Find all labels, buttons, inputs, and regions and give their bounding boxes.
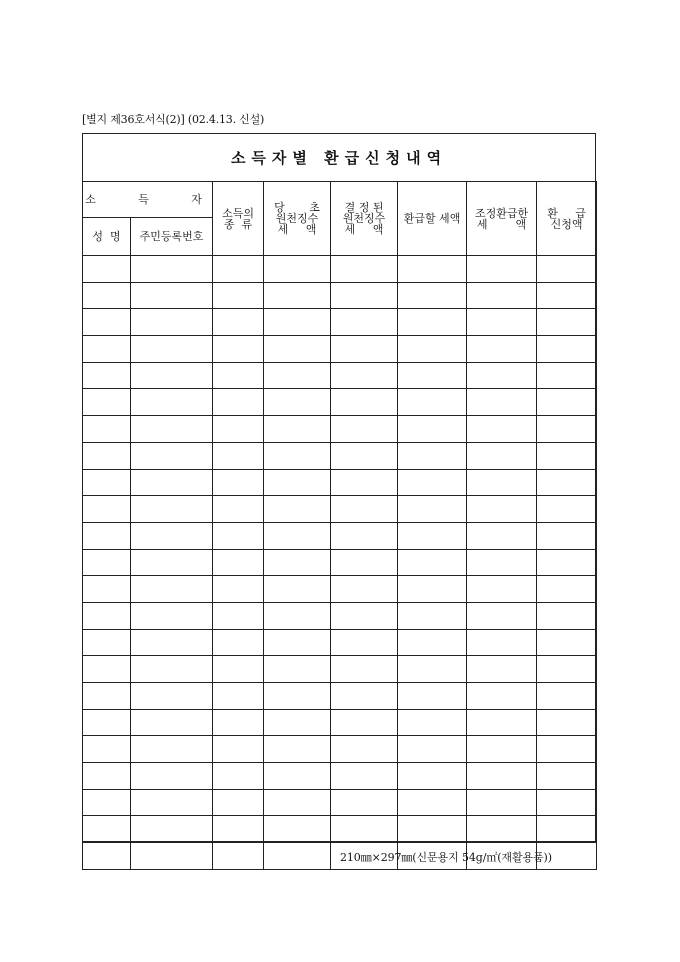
refund-application-cell[interactable] bbox=[537, 709, 597, 736]
refund-tax-cell[interactable] bbox=[398, 602, 467, 629]
table-row bbox=[83, 656, 597, 683]
adjusted-refund-cell[interactable] bbox=[467, 389, 537, 416]
initial-withholding-cell[interactable] bbox=[264, 602, 331, 629]
name-cell[interactable] bbox=[83, 602, 131, 629]
name-cell[interactable] bbox=[83, 336, 131, 363]
determined-withholding-cell[interactable] bbox=[331, 389, 398, 416]
initial-withholding-cell[interactable] bbox=[264, 442, 331, 469]
income-type-cell[interactable] bbox=[213, 656, 264, 683]
income-type-cell[interactable] bbox=[213, 416, 264, 443]
table-row bbox=[83, 282, 597, 309]
initial-withholding-cell[interactable] bbox=[264, 629, 331, 656]
refund-application-cell[interactable] bbox=[537, 336, 597, 363]
resident-number-cell[interactable] bbox=[131, 256, 213, 283]
adjusted-refund-cell[interactable] bbox=[467, 336, 537, 363]
refund-details-table bbox=[82, 181, 597, 870]
name-cell[interactable] bbox=[83, 736, 131, 763]
income-type-cell[interactable] bbox=[213, 522, 264, 549]
resident-number-cell[interactable] bbox=[131, 336, 213, 363]
income-type-cell[interactable] bbox=[213, 602, 264, 629]
initial-withholding-cell[interactable] bbox=[264, 469, 331, 496]
table-row bbox=[83, 763, 597, 790]
income-type-cell[interactable] bbox=[213, 282, 264, 309]
initial-withholding-cell[interactable] bbox=[264, 843, 331, 870]
table-row bbox=[83, 522, 597, 549]
determined-withholding-cell[interactable] bbox=[331, 549, 398, 576]
refund-tax-cell[interactable] bbox=[398, 496, 467, 523]
adjusted-refund-cell[interactable] bbox=[467, 522, 537, 549]
initial-withholding-cell[interactable] bbox=[264, 549, 331, 576]
table-row bbox=[83, 576, 597, 603]
income-type-cell[interactable] bbox=[213, 256, 264, 283]
income-type-cell[interactable] bbox=[213, 683, 264, 710]
adjusted-refund-cell[interactable] bbox=[467, 282, 537, 309]
determined-withholding-cell[interactable] bbox=[331, 789, 398, 816]
resident-number-cell[interactable] bbox=[131, 816, 213, 843]
income-type-cell[interactable] bbox=[213, 789, 264, 816]
resident-number-cell[interactable] bbox=[131, 709, 213, 736]
resident-number-cell[interactable] bbox=[131, 309, 213, 336]
initial-withholding-cell[interactable] bbox=[264, 763, 331, 790]
table-row bbox=[83, 683, 597, 710]
initial-withholding-cell[interactable] bbox=[264, 256, 331, 283]
income-type-cell[interactable] bbox=[213, 549, 264, 576]
determined-withholding-cell[interactable] bbox=[331, 656, 398, 683]
name-cell[interactable] bbox=[83, 496, 131, 523]
table-row bbox=[83, 549, 597, 576]
refund-application-cell[interactable] bbox=[537, 763, 597, 790]
income-type-cell[interactable] bbox=[213, 496, 264, 523]
table-row bbox=[83, 469, 597, 496]
adjusted-refund-cell[interactable] bbox=[467, 496, 537, 523]
header-refund-application-amount: 환 급 신청액 bbox=[537, 182, 597, 256]
header-refund-tax-amount: 환급할 세액 bbox=[398, 182, 467, 256]
determined-withholding-cell[interactable] bbox=[331, 709, 398, 736]
table-body bbox=[83, 256, 597, 870]
refund-application-cell[interactable] bbox=[537, 362, 597, 389]
refund-application-cell[interactable] bbox=[537, 576, 597, 603]
adjusted-refund-cell[interactable] bbox=[467, 549, 537, 576]
determined-withholding-cell[interactable] bbox=[331, 496, 398, 523]
adjusted-refund-cell[interactable] bbox=[467, 602, 537, 629]
resident-number-cell[interactable] bbox=[131, 789, 213, 816]
refund-application-cell[interactable] bbox=[537, 789, 597, 816]
adjusted-refund-cell[interactable] bbox=[467, 816, 537, 843]
determined-withholding-cell[interactable] bbox=[331, 416, 398, 443]
refund-application-cell[interactable] bbox=[537, 309, 597, 336]
adjusted-refund-cell[interactable] bbox=[467, 789, 537, 816]
income-type-cell[interactable] bbox=[213, 629, 264, 656]
resident-number-cell[interactable] bbox=[131, 683, 213, 710]
refund-tax-cell[interactable] bbox=[398, 709, 467, 736]
refund-tax-cell[interactable] bbox=[398, 763, 467, 790]
refund-tax-cell[interactable] bbox=[398, 389, 467, 416]
refund-application-cell[interactable] bbox=[537, 683, 597, 710]
income-type-cell[interactable] bbox=[213, 336, 264, 363]
resident-number-cell[interactable] bbox=[131, 736, 213, 763]
name-cell[interactable] bbox=[83, 789, 131, 816]
refund-tax-cell[interactable] bbox=[398, 576, 467, 603]
initial-withholding-cell[interactable] bbox=[264, 416, 331, 443]
determined-withholding-cell[interactable] bbox=[331, 576, 398, 603]
determined-withholding-cell[interactable] bbox=[331, 522, 398, 549]
name-cell[interactable] bbox=[83, 816, 131, 843]
table-row bbox=[83, 336, 597, 363]
refund-tax-cell[interactable] bbox=[398, 336, 467, 363]
refund-tax-cell[interactable] bbox=[398, 629, 467, 656]
income-type-cell[interactable] bbox=[213, 442, 264, 469]
initial-withholding-cell[interactable] bbox=[264, 576, 331, 603]
adjusted-refund-cell[interactable] bbox=[467, 736, 537, 763]
resident-number-cell[interactable] bbox=[131, 522, 213, 549]
title-area bbox=[83, 134, 595, 182]
name-cell[interactable] bbox=[83, 629, 131, 656]
determined-withholding-cell[interactable] bbox=[331, 309, 398, 336]
table-row bbox=[83, 789, 597, 816]
adjusted-refund-cell[interactable] bbox=[467, 709, 537, 736]
adjusted-refund-cell[interactable] bbox=[467, 683, 537, 710]
refund-tax-cell[interactable] bbox=[398, 416, 467, 443]
determined-withholding-cell[interactable] bbox=[331, 602, 398, 629]
refund-request-form bbox=[82, 133, 596, 842]
header-income-type: 소득의 종 류 bbox=[213, 182, 264, 256]
table-row bbox=[83, 309, 597, 336]
adjusted-refund-cell[interactable] bbox=[467, 309, 537, 336]
table-row bbox=[83, 442, 597, 469]
income-type-cell[interactable] bbox=[213, 816, 264, 843]
refund-tax-cell[interactable] bbox=[398, 789, 467, 816]
determined-withholding-cell[interactable] bbox=[331, 736, 398, 763]
adjusted-refund-cell[interactable] bbox=[467, 656, 537, 683]
form-title: 소득자별 환급신청내역 bbox=[230, 149, 448, 167]
name-cell[interactable] bbox=[83, 576, 131, 603]
refund-tax-cell[interactable] bbox=[398, 683, 467, 710]
initial-withholding-cell[interactable] bbox=[264, 389, 331, 416]
determined-withholding-cell[interactable] bbox=[331, 282, 398, 309]
header-income-earner: 소 득 자 bbox=[83, 182, 213, 218]
refund-application-cell[interactable] bbox=[537, 522, 597, 549]
refund-tax-cell[interactable] bbox=[398, 256, 467, 283]
header-determined-withholding-tax: 결 정 된 원천징수 세 액 bbox=[331, 182, 398, 256]
initial-withholding-cell[interactable] bbox=[264, 309, 331, 336]
adjusted-refund-cell[interactable] bbox=[467, 629, 537, 656]
initial-withholding-cell[interactable] bbox=[264, 282, 331, 309]
refund-tax-cell[interactable] bbox=[398, 469, 467, 496]
resident-number-cell[interactable] bbox=[131, 496, 213, 523]
name-cell[interactable] bbox=[83, 389, 131, 416]
name-cell[interactable] bbox=[83, 763, 131, 790]
name-cell[interactable] bbox=[83, 843, 131, 870]
resident-number-cell[interactable] bbox=[131, 576, 213, 603]
resident-number-cell[interactable] bbox=[131, 629, 213, 656]
header-row-top bbox=[83, 182, 597, 218]
income-type-cell[interactable] bbox=[213, 709, 264, 736]
resident-number-cell[interactable] bbox=[131, 442, 213, 469]
refund-application-cell[interactable] bbox=[537, 469, 597, 496]
resident-number-cell[interactable] bbox=[131, 416, 213, 443]
income-type-cell[interactable] bbox=[213, 469, 264, 496]
determined-withholding-cell[interactable] bbox=[331, 629, 398, 656]
refund-application-cell[interactable] bbox=[537, 629, 597, 656]
refund-application-cell[interactable] bbox=[537, 736, 597, 763]
refund-application-cell[interactable] bbox=[537, 602, 597, 629]
name-cell[interactable] bbox=[83, 522, 131, 549]
determined-withholding-cell[interactable] bbox=[331, 763, 398, 790]
adjusted-refund-cell[interactable] bbox=[467, 469, 537, 496]
refund-tax-cell[interactable] bbox=[398, 816, 467, 843]
resident-number-cell[interactable] bbox=[131, 469, 213, 496]
resident-number-cell[interactable] bbox=[131, 389, 213, 416]
table-row bbox=[83, 389, 597, 416]
refund-tax-cell[interactable] bbox=[398, 309, 467, 336]
table-row bbox=[83, 629, 597, 656]
resident-number-cell[interactable] bbox=[131, 656, 213, 683]
initial-withholding-cell[interactable] bbox=[264, 709, 331, 736]
determined-withholding-cell[interactable] bbox=[331, 469, 398, 496]
income-type-cell[interactable] bbox=[213, 843, 264, 870]
resident-number-cell[interactable] bbox=[131, 843, 213, 870]
initial-withholding-cell[interactable] bbox=[264, 816, 331, 843]
header-resident-number: 주민등록번호 bbox=[131, 218, 213, 256]
name-cell[interactable] bbox=[83, 549, 131, 576]
determined-withholding-cell[interactable] bbox=[331, 336, 398, 363]
adjusted-refund-cell[interactable] bbox=[467, 442, 537, 469]
initial-withholding-cell[interactable] bbox=[264, 656, 331, 683]
refund-application-cell[interactable] bbox=[537, 256, 597, 283]
adjusted-refund-cell[interactable] bbox=[467, 763, 537, 790]
table-row bbox=[83, 602, 597, 629]
income-type-cell[interactable] bbox=[213, 576, 264, 603]
adjusted-refund-cell[interactable] bbox=[467, 362, 537, 389]
initial-withholding-cell[interactable] bbox=[264, 789, 331, 816]
income-type-cell[interactable] bbox=[213, 736, 264, 763]
resident-number-cell[interactable] bbox=[131, 763, 213, 790]
header-initial-withholding-tax: 당 초 원천징수 세 액 bbox=[264, 182, 331, 256]
name-cell[interactable] bbox=[83, 309, 131, 336]
form-reference: [별지 제36호서식(2)] (02.4.13. 신설) bbox=[82, 113, 265, 126]
header-name: 성 명 bbox=[83, 218, 131, 256]
resident-number-cell[interactable] bbox=[131, 362, 213, 389]
resident-number-cell[interactable] bbox=[131, 602, 213, 629]
table-row bbox=[83, 816, 597, 843]
name-cell[interactable] bbox=[83, 256, 131, 283]
refund-tax-cell[interactable] bbox=[398, 442, 467, 469]
adjusted-refund-cell[interactable] bbox=[467, 416, 537, 443]
refund-application-cell[interactable] bbox=[537, 389, 597, 416]
refund-application-cell[interactable] bbox=[537, 816, 597, 843]
determined-withholding-cell[interactable] bbox=[331, 816, 398, 843]
determined-withholding-cell[interactable] bbox=[331, 256, 398, 283]
refund-tax-cell[interactable] bbox=[398, 736, 467, 763]
name-cell[interactable] bbox=[83, 683, 131, 710]
refund-tax-cell[interactable] bbox=[398, 362, 467, 389]
initial-withholding-cell[interactable] bbox=[264, 336, 331, 363]
refund-tax-cell[interactable] bbox=[398, 656, 467, 683]
determined-withholding-cell[interactable] bbox=[331, 442, 398, 469]
refund-tax-cell[interactable] bbox=[398, 282, 467, 309]
table-row bbox=[83, 256, 597, 283]
determined-withholding-cell[interactable] bbox=[331, 362, 398, 389]
income-type-cell[interactable] bbox=[213, 389, 264, 416]
determined-withholding-cell[interactable] bbox=[331, 683, 398, 710]
name-cell[interactable] bbox=[83, 709, 131, 736]
header-adjusted-refund-amount: 조정환급한 세 액 bbox=[467, 182, 537, 256]
resident-number-cell[interactable] bbox=[131, 282, 213, 309]
name-cell[interactable] bbox=[83, 362, 131, 389]
resident-number-cell[interactable] bbox=[131, 549, 213, 576]
name-cell[interactable] bbox=[83, 656, 131, 683]
initial-withholding-cell[interactable] bbox=[264, 522, 331, 549]
initial-withholding-cell[interactable] bbox=[264, 736, 331, 763]
table-row bbox=[83, 362, 597, 389]
name-cell[interactable] bbox=[83, 442, 131, 469]
name-cell[interactable] bbox=[83, 469, 131, 496]
table-row bbox=[83, 736, 597, 763]
refund-application-cell[interactable] bbox=[537, 549, 597, 576]
table-row bbox=[83, 709, 597, 736]
paper-spec-footer: 210㎜×297㎜(신문용지 54g/㎡(재활용품)) bbox=[340, 851, 552, 864]
initial-withholding-cell[interactable] bbox=[264, 496, 331, 523]
table-row bbox=[83, 496, 597, 523]
refund-tax-cell[interactable] bbox=[398, 549, 467, 576]
refund-application-cell[interactable] bbox=[537, 442, 597, 469]
initial-withholding-cell[interactable] bbox=[264, 683, 331, 710]
refund-application-cell[interactable] bbox=[537, 416, 597, 443]
income-type-cell[interactable] bbox=[213, 362, 264, 389]
refund-application-cell[interactable] bbox=[537, 282, 597, 309]
refund-application-cell[interactable] bbox=[537, 496, 597, 523]
income-type-cell[interactable] bbox=[213, 309, 264, 336]
adjusted-refund-cell[interactable] bbox=[467, 576, 537, 603]
name-cell[interactable] bbox=[83, 416, 131, 443]
table-row bbox=[83, 416, 597, 443]
refund-tax-cell[interactable] bbox=[398, 522, 467, 549]
name-cell[interactable] bbox=[83, 282, 131, 309]
initial-withholding-cell[interactable] bbox=[264, 362, 331, 389]
adjusted-refund-cell[interactable] bbox=[467, 256, 537, 283]
refund-application-cell[interactable] bbox=[537, 656, 597, 683]
income-type-cell[interactable] bbox=[213, 763, 264, 790]
